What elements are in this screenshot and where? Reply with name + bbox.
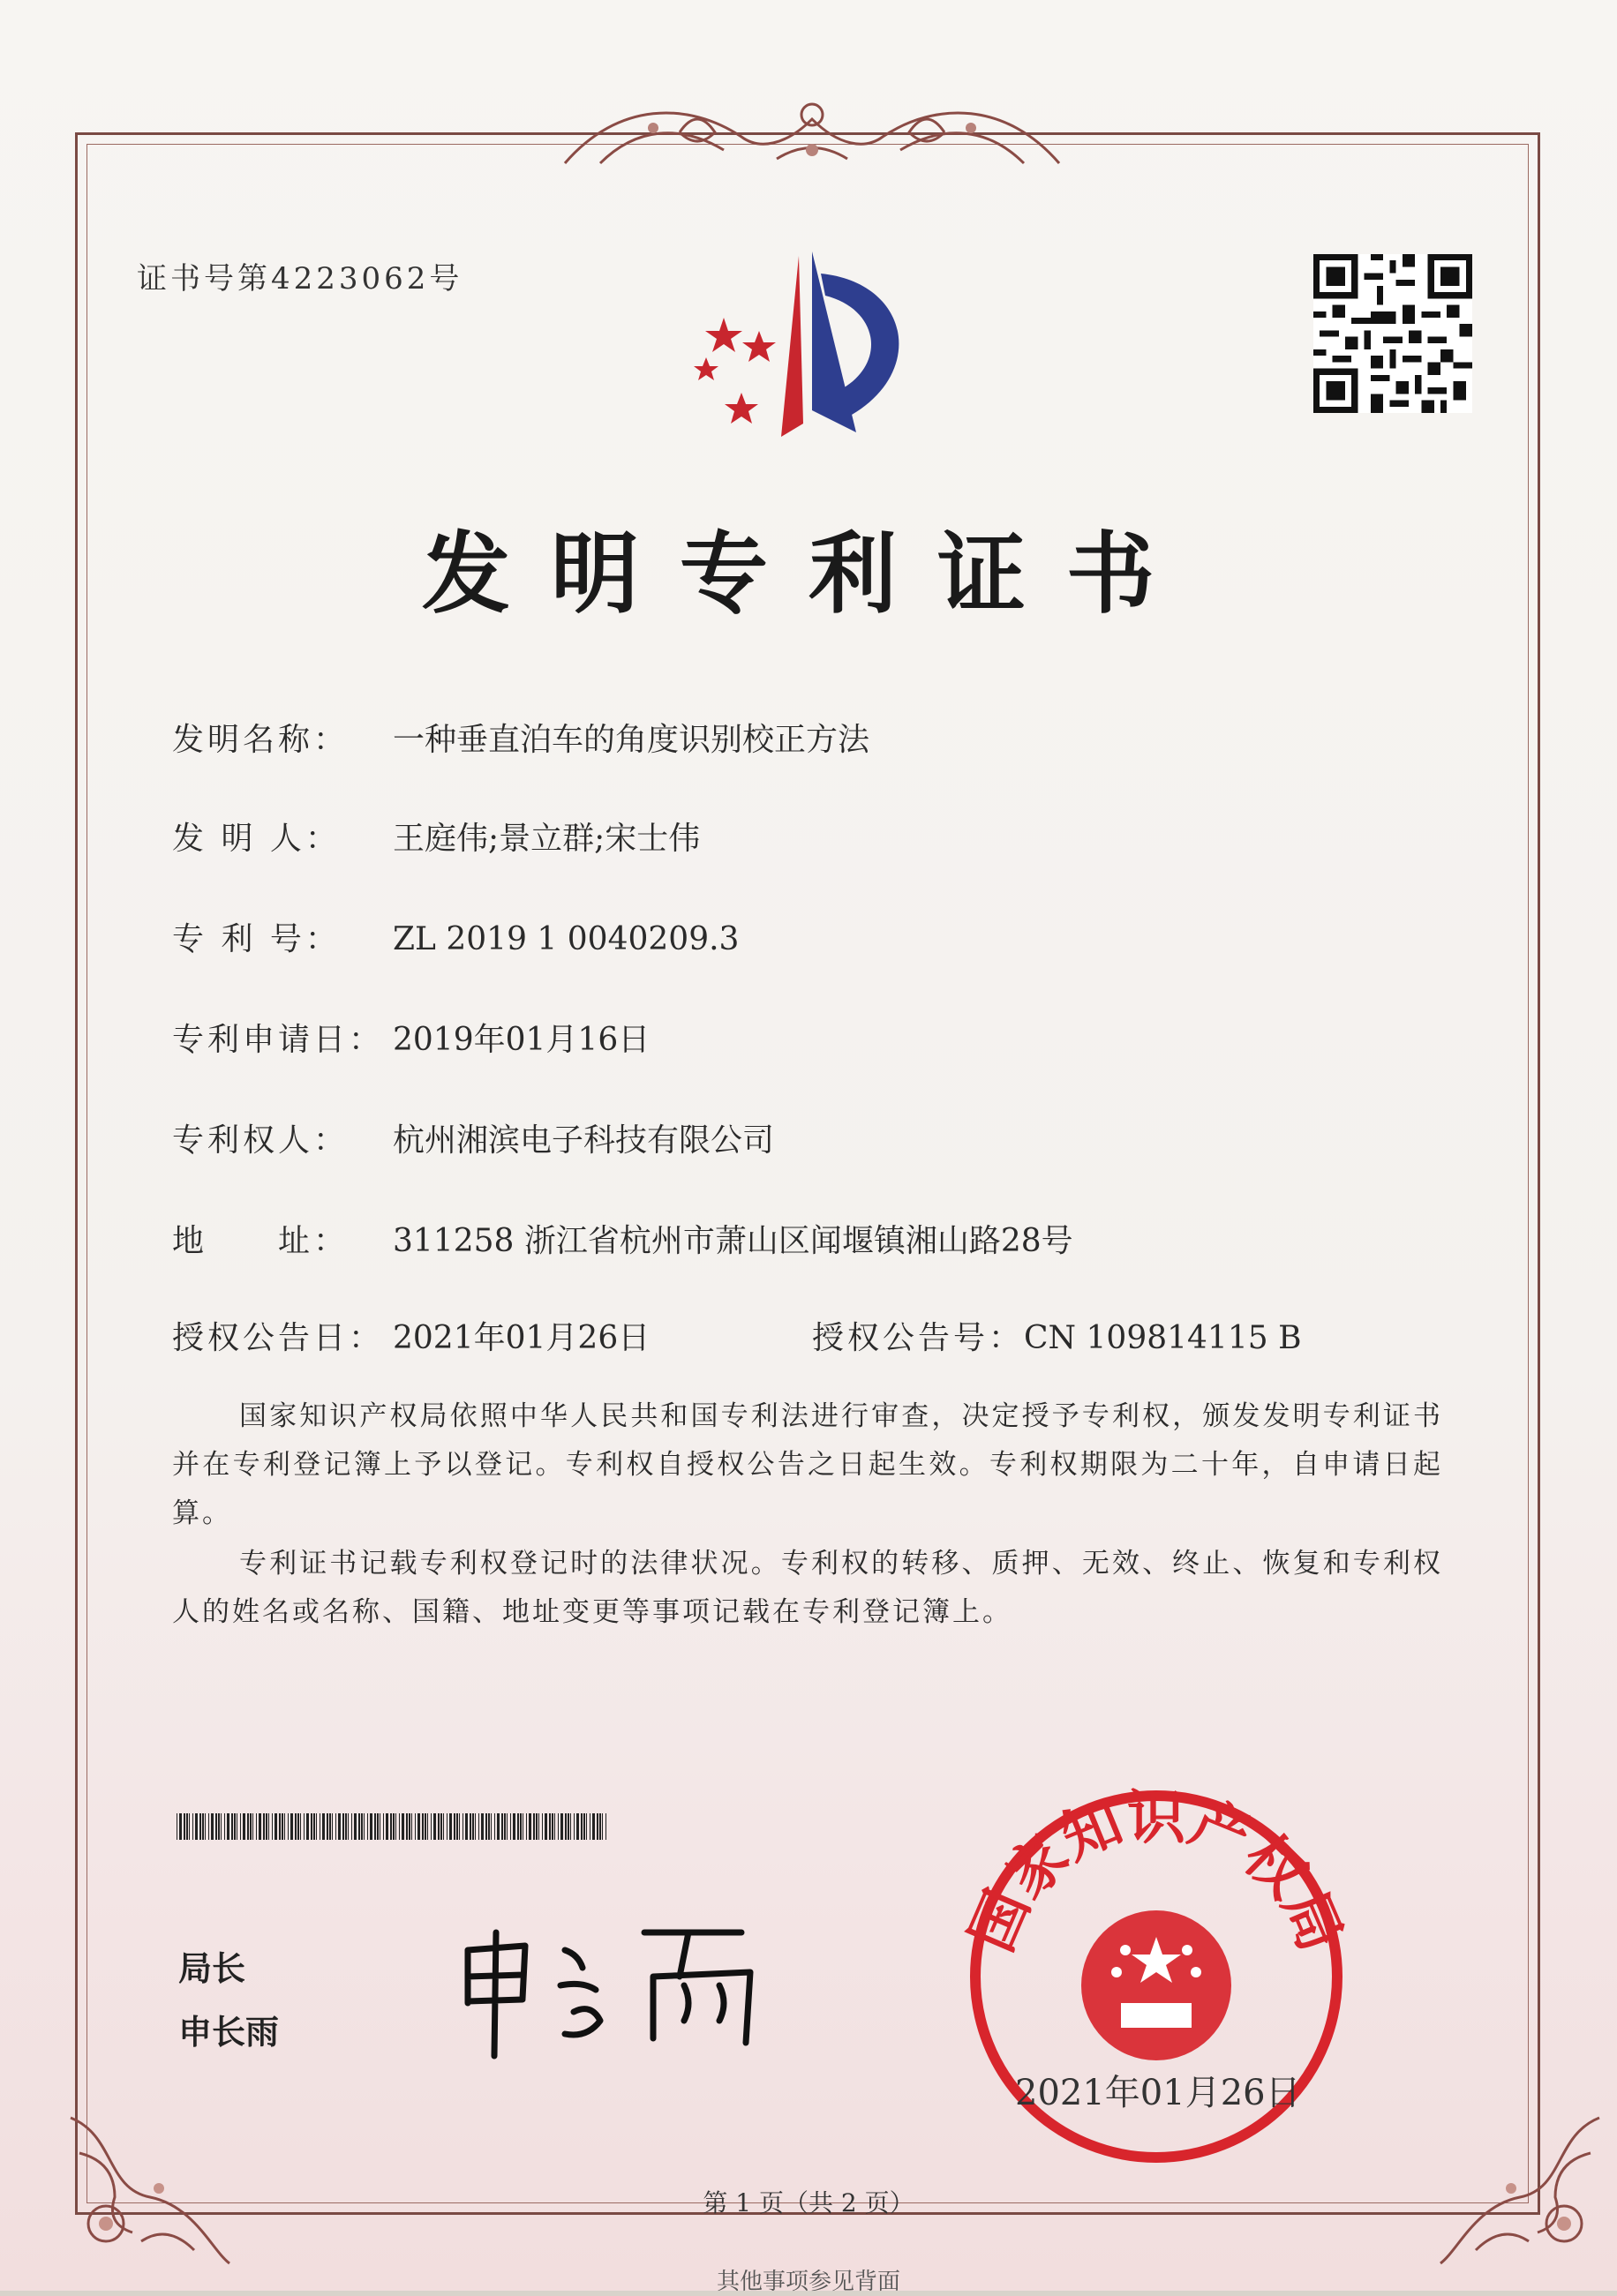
patentee-label: 专利权人： xyxy=(172,1122,350,1159)
grant-date-label: 授权公告日： xyxy=(172,1320,385,1356)
grant-date-value: 2021年01月26日 xyxy=(393,1320,651,1356)
qr-code-icon xyxy=(1313,254,1472,413)
patentee-value: 杭州湘滨电子科技有限公司 xyxy=(393,1122,775,1159)
certificate-title: 发明专利证书 xyxy=(422,522,1195,626)
patent-number-row xyxy=(172,914,739,959)
bottom-note: 其他事项参见背面 xyxy=(716,2269,900,2295)
seal-text: 国家知识产权局 xyxy=(957,1783,1356,1962)
director-title: 局长 xyxy=(178,1949,246,1988)
paragraph-legal-status: 专利证书记载专利权登记时的法律状况。专利权的转移、质押、无效、终止、恢复和专利权人的姓名或名称、国籍、地址变更等事项记载在专利登记簿上。 xyxy=(172,1548,1443,1628)
patentee-row xyxy=(172,1115,774,1160)
paragraph-grant-statement: 国家知识产权局依照中华人民共和国专利法进行审查，决定授予专利权，颁发发明专利证书并在专利登记簿上予以登记。专利权自授权公告之日起生效。专利权期限为二十年，自申请日起算。 xyxy=(172,1400,1443,1529)
invention-name-label: 发明名称： xyxy=(172,722,350,758)
patent-number-label: 专 利 号： xyxy=(172,921,341,957)
application-date-row xyxy=(172,1015,650,1060)
grant-date-row xyxy=(172,1313,650,1358)
application-date-value: 2019年01月16日 xyxy=(393,1022,651,1058)
inventors-row xyxy=(172,814,700,859)
address-row xyxy=(172,1216,1073,1261)
top-ornament-icon xyxy=(547,84,1077,181)
director-signature-icon xyxy=(441,1897,830,2065)
address-label: 地 址： xyxy=(172,1223,350,1259)
inventors-label: 发 明 人： xyxy=(172,821,341,857)
official-seal-icon xyxy=(953,1774,1359,2180)
director-name: 申长雨 xyxy=(178,2013,280,2052)
seal-date: 2021年01月26日 xyxy=(1015,2073,1301,2113)
invention-name-value: 一种垂直泊车的角度识别校正方法 xyxy=(393,722,870,758)
invention-name-row xyxy=(172,715,869,760)
cnipa-logo-icon xyxy=(688,247,944,450)
publication-number-value: CN 109814115 B xyxy=(1024,1320,1302,1356)
inventors-value: 王庭伟;景立群;宋士伟 xyxy=(393,821,701,857)
national-emblem-icon xyxy=(1081,1910,1231,2060)
application-date-label: 专利申请日： xyxy=(172,1022,385,1058)
certificate-number: 证书号第4223062号 xyxy=(137,261,463,296)
publication-number-row xyxy=(812,1313,1302,1358)
barcode-icon xyxy=(177,1813,609,1840)
patent-number-value: ZL 2019 1 0040209.3 xyxy=(393,921,740,957)
address-value: 311258 浙江省杭州市萧山区闻堰镇湘山路28号 xyxy=(393,1223,1073,1259)
publication-number-label: 授权公告号： xyxy=(812,1320,1025,1356)
page-number: 第 1 页（共 2 页） xyxy=(703,2188,914,2217)
